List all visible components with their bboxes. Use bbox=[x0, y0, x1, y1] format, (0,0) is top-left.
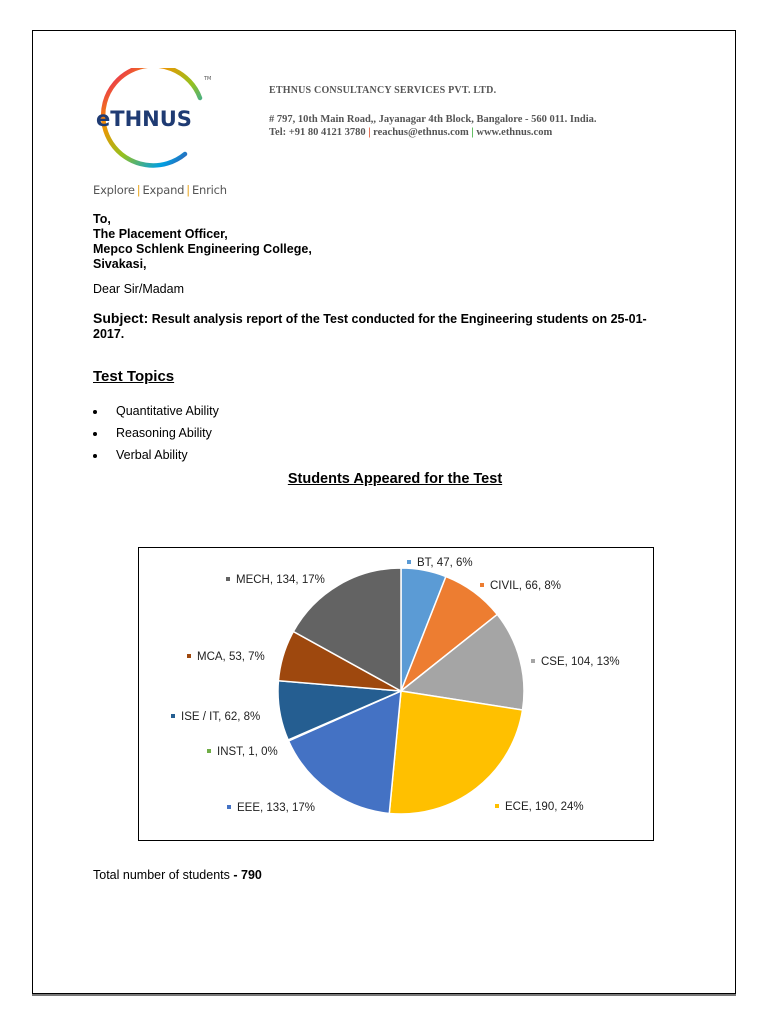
data-label: EEE, 133, 17% bbox=[237, 802, 315, 814]
chart-title: Students Appeared for the Test bbox=[287, 471, 503, 487]
company-name: ETHNUS CONSULTANCY SERVICES PVT. LTD. bbox=[269, 85, 497, 96]
topic-item: Quantitative Ability bbox=[93, 404, 219, 426]
recipient-to: To, bbox=[93, 212, 111, 226]
total-students bbox=[93, 868, 262, 882]
recipient-line2: Mepco Schlenk Engineering College, bbox=[93, 242, 312, 256]
topic-item: Verbal Ability bbox=[93, 448, 219, 470]
topics-list bbox=[93, 404, 219, 470]
legend-marker bbox=[531, 659, 535, 663]
legend-marker bbox=[207, 749, 211, 753]
greeting: Dear Sir/Madam bbox=[93, 282, 184, 296]
pie-chart-frame bbox=[138, 547, 654, 841]
pie-slice-ece bbox=[389, 691, 522, 814]
svg-text:TM: TM bbox=[204, 76, 212, 82]
svg-text:eTHNUS: eTHNUS bbox=[96, 107, 192, 131]
legend-marker bbox=[495, 804, 499, 808]
data-label: MECH, 134, 17% bbox=[236, 574, 325, 586]
tagline-explore: Explore bbox=[93, 183, 135, 197]
data-label: INST, 1, 0% bbox=[217, 746, 278, 758]
total-label: Total number of students bbox=[93, 868, 234, 882]
company-info bbox=[269, 85, 596, 138]
data-label: CSE, 104, 13% bbox=[541, 656, 620, 668]
tagline-expand: Expand bbox=[142, 183, 185, 197]
legend-marker bbox=[227, 805, 231, 809]
data-label: CIVIL, 66, 8% bbox=[490, 580, 561, 592]
data-label: ISE / IT, 62, 8% bbox=[181, 711, 261, 723]
subject-label: Subject: bbox=[93, 310, 149, 326]
total-value: - 790 bbox=[233, 868, 262, 882]
company-address: # 797, 10th Main Road,, Jayanagar 4th Block, Bangalore - 560 011. India. bbox=[269, 114, 597, 125]
topics-heading: Test Topics bbox=[93, 368, 175, 385]
company-email[interactable]: reachus@ethnus.com bbox=[373, 127, 469, 138]
company-web[interactable]: www.ethnus.com bbox=[476, 127, 553, 138]
pie-chart bbox=[139, 548, 653, 840]
ethnus-logo bbox=[92, 68, 216, 176]
legend-marker bbox=[226, 577, 230, 581]
company-tel: Tel: +91 80 4121 3780 bbox=[269, 127, 366, 138]
recipient-line1: The Placement Officer, bbox=[93, 227, 228, 241]
topic-item: Reasoning Ability bbox=[93, 426, 219, 448]
subject-text: Result analysis report of the Test conducted for the Engineering students on 25-01-2017. bbox=[93, 312, 647, 341]
data-label: BT, 47, 6% bbox=[417, 557, 473, 569]
tagline-enrich: Enrich bbox=[191, 183, 227, 197]
data-label: ECE, 190, 24% bbox=[505, 801, 584, 813]
recipient-line3: Sivakasi, bbox=[93, 257, 147, 271]
legend-marker bbox=[187, 654, 191, 658]
logo-tagline: Explore | Expand | Enrich bbox=[93, 183, 227, 197]
subject-line bbox=[93, 311, 673, 342]
data-label: MCA, 53, 7% bbox=[197, 651, 265, 663]
company-contact: Tel: +91 80 4121 3780 | reachus@ethnus.com | www.ethnus.com bbox=[269, 127, 553, 138]
legend-marker bbox=[407, 560, 411, 564]
legend-marker bbox=[480, 583, 484, 587]
legend-marker bbox=[171, 714, 175, 718]
recipient-block bbox=[93, 212, 312, 272]
